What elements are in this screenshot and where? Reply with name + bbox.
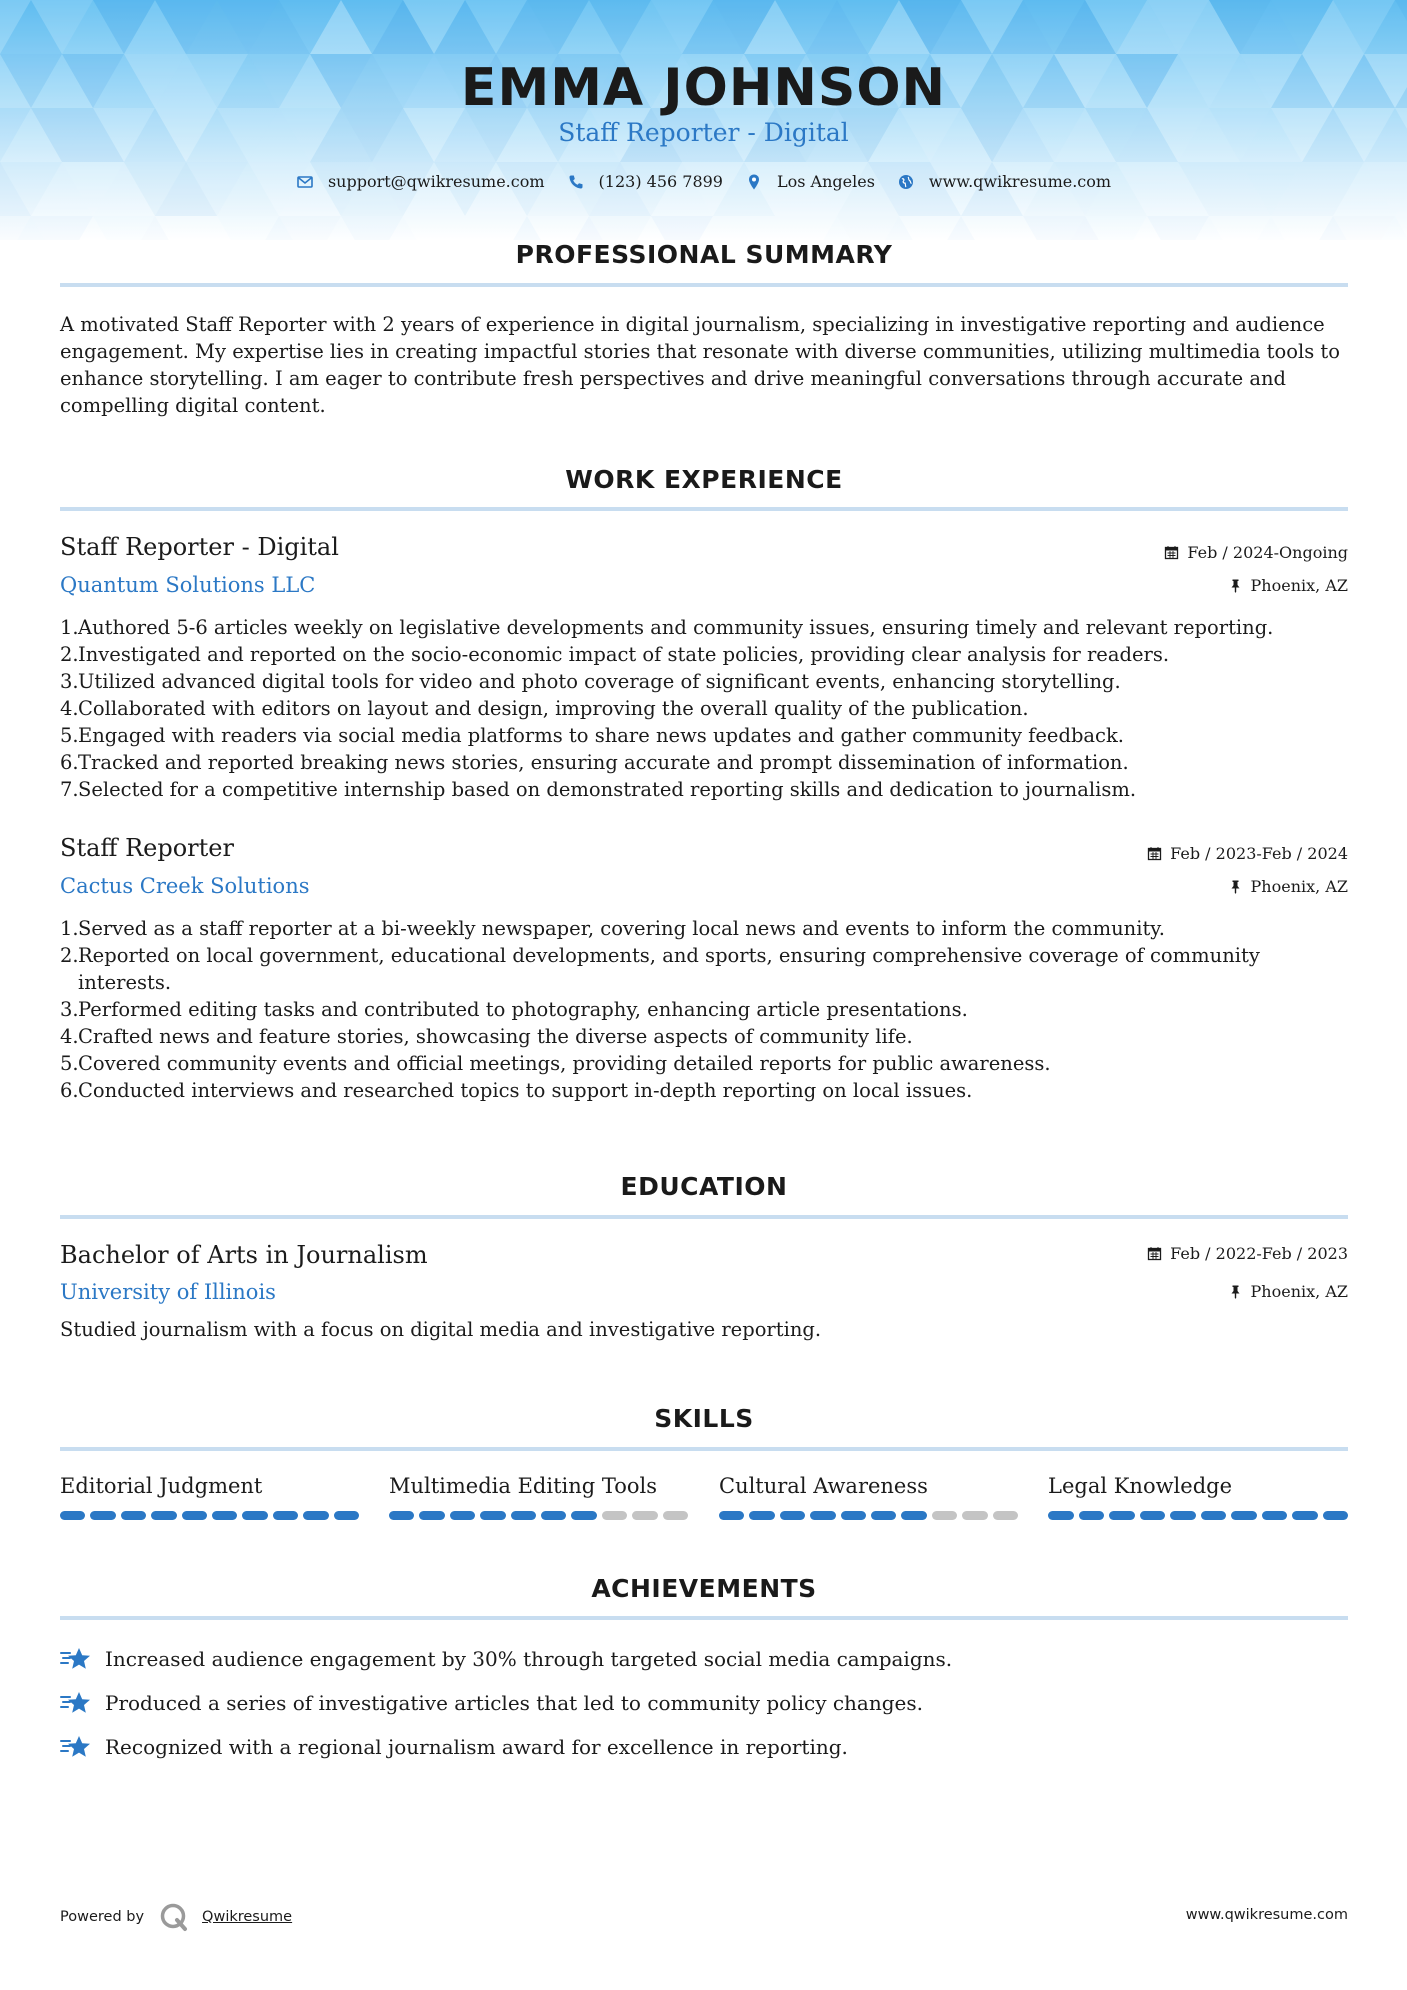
skill-segment-filled [334, 1511, 359, 1520]
skill-segment-empty [663, 1511, 688, 1520]
skill-name: Cultural Awareness [719, 1474, 928, 1498]
skill-segment-filled [121, 1511, 146, 1520]
job-dates [1147, 844, 1348, 863]
skill-segment-filled [571, 1511, 596, 1520]
thumbtack-icon [1228, 1284, 1243, 1299]
skill-segment-filled [749, 1511, 774, 1520]
skill-segment-empty [932, 1511, 957, 1520]
shooting-star-icon [60, 1645, 92, 1673]
skill-segment-filled [1079, 1511, 1105, 1520]
job-dates-text: Feb / 2023-Feb / 2024 [1170, 844, 1348, 863]
skill-name: Legal Knowledge [1048, 1474, 1233, 1498]
job-location-text: Phoenix, AZ [1250, 576, 1348, 595]
skill-segment-filled [780, 1511, 805, 1520]
skill-segment-filled [151, 1511, 176, 1520]
skill-segment-filled [212, 1511, 237, 1520]
shooting-star-icon [60, 1689, 92, 1717]
contact-location-text: Los Angeles [776, 172, 875, 191]
contact-bar [0, 172, 1407, 191]
list-item: 1. Authored 5-6 articles weekly on legislative developments and community issues, ensuring timely and relevant reporting. [60, 616, 1274, 639]
calendar-icon [1147, 846, 1162, 861]
list-item: 2. Investigated and reported on the socio-economic impact of state policies, providing clear analysis for readers. [60, 643, 1170, 666]
education-divider [60, 1215, 1348, 1219]
powered-by-label: Powered by [60, 1909, 145, 1925]
job-bullets [60, 614, 1348, 803]
skill-segment-filled [480, 1511, 505, 1520]
skill-segment-filled [419, 1511, 444, 1520]
achievements-heading: ACHIEVEMENTS [591, 1574, 817, 1603]
skill-segment-filled [511, 1511, 536, 1520]
degree-title: Bachelor of Arts in Journalism [60, 1241, 428, 1269]
skill-segment-empty [993, 1511, 1018, 1520]
education-location [1228, 1282, 1348, 1301]
list-item: 5. Engaged with readers via social media platforms to share news updates and gather community feedback. [60, 724, 1124, 747]
skill-segment-filled [1262, 1511, 1288, 1520]
skill-segment-filled [719, 1511, 744, 1520]
skills-divider [60, 1447, 1348, 1451]
skill-segment-filled [810, 1511, 835, 1520]
skill-level-bar [1048, 1511, 1348, 1520]
candidate-role: Staff Reporter - Digital [558, 118, 849, 147]
education-description: Studied journalism with a focus on digital media and investigative reporting. [60, 1318, 822, 1341]
list-item: 3. Performed editing tasks and contributed to photography, enhancing article presentations. [60, 998, 968, 1021]
education-location-text: Phoenix, AZ [1250, 1282, 1348, 1301]
phone-icon [567, 173, 585, 191]
job-location [1228, 576, 1348, 595]
list-item: 2. Reported on local government, educational developments, and sports, ensuring comprehensive coverage of community interests. [60, 944, 1260, 994]
contact-phone[interactable] [567, 172, 723, 191]
list-item: 7. Selected for a competitive internship based on demonstrated reporting skills and dedication to journalism. [60, 778, 1137, 801]
brand-link[interactable]: Qwikresume [202, 1909, 293, 1925]
skill-segment-filled [1048, 1511, 1074, 1520]
job-location [1228, 877, 1348, 896]
list-item: 6. Tracked and reported breaking news stories, ensuring accurate and prompt dissemination of information. [60, 751, 1129, 774]
skill-segment-filled [450, 1511, 475, 1520]
contact-phone-text: (123) 456 7899 [598, 172, 723, 191]
globe-icon [897, 173, 915, 191]
qwikresume-logo-icon [159, 1902, 189, 1932]
contact-email-text: support@qwikresume.com [327, 172, 545, 191]
job-dates [1164, 543, 1348, 562]
candidate-name: EMMA JOHNSON [460, 58, 947, 118]
job-company: Cactus Creek Solutions [60, 874, 310, 898]
skill-segment-filled [1170, 1511, 1196, 1520]
summary-heading: PROFESSIONAL SUMMARY [515, 240, 893, 269]
experience-divider [60, 507, 1348, 511]
skill-segment-filled [1231, 1511, 1257, 1520]
map-marker-icon [745, 173, 763, 191]
skill-segment-filled [273, 1511, 298, 1520]
skill-segment-filled [242, 1511, 267, 1520]
job-company: Quantum Solutions LLC [60, 573, 316, 597]
skill-segment-filled [389, 1511, 414, 1520]
summary-text: A motivated Staff Reporter with 2 years of experience in digital journalism, specializing in investigative reporting and audience engagement. My expertise lies in creating impactful stories that resonate with diverse communities, utilizing multimedia tools to enhance storytelling. I am eager to contribute fresh perspectives and drive meaningful conversations through accurate and compelling digital content. [60, 313, 1340, 417]
skill-name: Multimedia Editing Tools [389, 1474, 658, 1498]
contact-email[interactable] [296, 172, 545, 191]
contact-website[interactable] [897, 172, 1111, 191]
education-dates-text: Feb / 2022-Feb / 2023 [1170, 1244, 1348, 1263]
shooting-star-icon [60, 1733, 92, 1761]
skill-segment-empty [632, 1511, 657, 1520]
skill-segment-filled [1140, 1511, 1166, 1520]
skill-segment-filled [841, 1511, 866, 1520]
school-name: University of Illinois [60, 1280, 276, 1304]
achievement-text: Produced a series of investigative articles that led to community policy changes. [105, 1691, 923, 1715]
envelope-icon [296, 173, 314, 191]
skill-segment-filled [60, 1511, 85, 1520]
skill-segment-empty [962, 1511, 987, 1520]
list-item: 5. Covered community events and official meetings, providing detailed reports for public awareness. [60, 1052, 1051, 1075]
education-dates [1147, 1244, 1348, 1263]
skill-segment-filled [541, 1511, 566, 1520]
skill-level-bar [60, 1511, 359, 1520]
contact-website-text: www.qwikresume.com [928, 172, 1112, 191]
achievement-item [60, 1689, 923, 1717]
achievement-text: Recognized with a regional journalism award for excellence in reporting. [105, 1735, 848, 1759]
list-item: 4. Collaborated with editors on layout and design, improving the overall quality of the publication. [60, 697, 1029, 720]
skill-segment-empty [602, 1511, 627, 1520]
experience-heading: WORK EXPERIENCE [565, 465, 843, 494]
list-item: 1. Served as a staff reporter at a bi-weekly newspaper, covering local news and events to inform the community. [60, 917, 1165, 940]
achievement-text: Increased audience engagement by 30% through targeted social media campaigns. [105, 1647, 953, 1671]
skill-level-bar [719, 1511, 1018, 1520]
achievement-item [60, 1733, 848, 1761]
list-item: 6. Conducted interviews and researched topics to support in-depth reporting on local issues. [60, 1079, 973, 1102]
skill-segment-filled [871, 1511, 896, 1520]
job-title: Staff Reporter [60, 834, 234, 862]
job-bullets [60, 915, 1348, 1104]
contact-location [745, 172, 875, 191]
skills-heading: SKILLS [654, 1404, 754, 1433]
list-item: 3. Utilized advanced digital tools for video and photo coverage of significant events, enhancing storytelling. [60, 670, 1121, 693]
skill-segment-filled [303, 1511, 328, 1520]
job-title: Staff Reporter - Digital [60, 533, 339, 561]
achievements-divider [60, 1616, 1348, 1620]
skill-level-bar [389, 1511, 688, 1520]
skill-name: Editorial Judgment [60, 1474, 263, 1498]
education-heading: EDUCATION [620, 1172, 788, 1201]
job-location-text: Phoenix, AZ [1250, 877, 1348, 896]
skill-segment-filled [1201, 1511, 1227, 1520]
job-dates-text: Feb / 2024-Ongoing [1187, 543, 1348, 562]
skill-segment-filled [1292, 1511, 1318, 1520]
thumbtack-icon [1228, 578, 1243, 593]
achievement-item [60, 1645, 952, 1673]
skill-segment-filled [182, 1511, 207, 1520]
footer-powered-by [60, 1902, 292, 1932]
list-item: 4. Crafted news and feature stories, showcasing the diverse aspects of community life. [60, 1025, 913, 1048]
calendar-icon [1147, 1246, 1162, 1261]
thumbtack-icon [1228, 879, 1243, 894]
skill-segment-filled [90, 1511, 115, 1520]
summary-divider [60, 283, 1348, 287]
skill-segment-filled [1323, 1511, 1349, 1520]
skill-segment-filled [1109, 1511, 1135, 1520]
footer-url[interactable]: www.qwikresume.com [1185, 1907, 1348, 1923]
calendar-icon [1164, 545, 1179, 560]
skill-segment-filled [901, 1511, 926, 1520]
